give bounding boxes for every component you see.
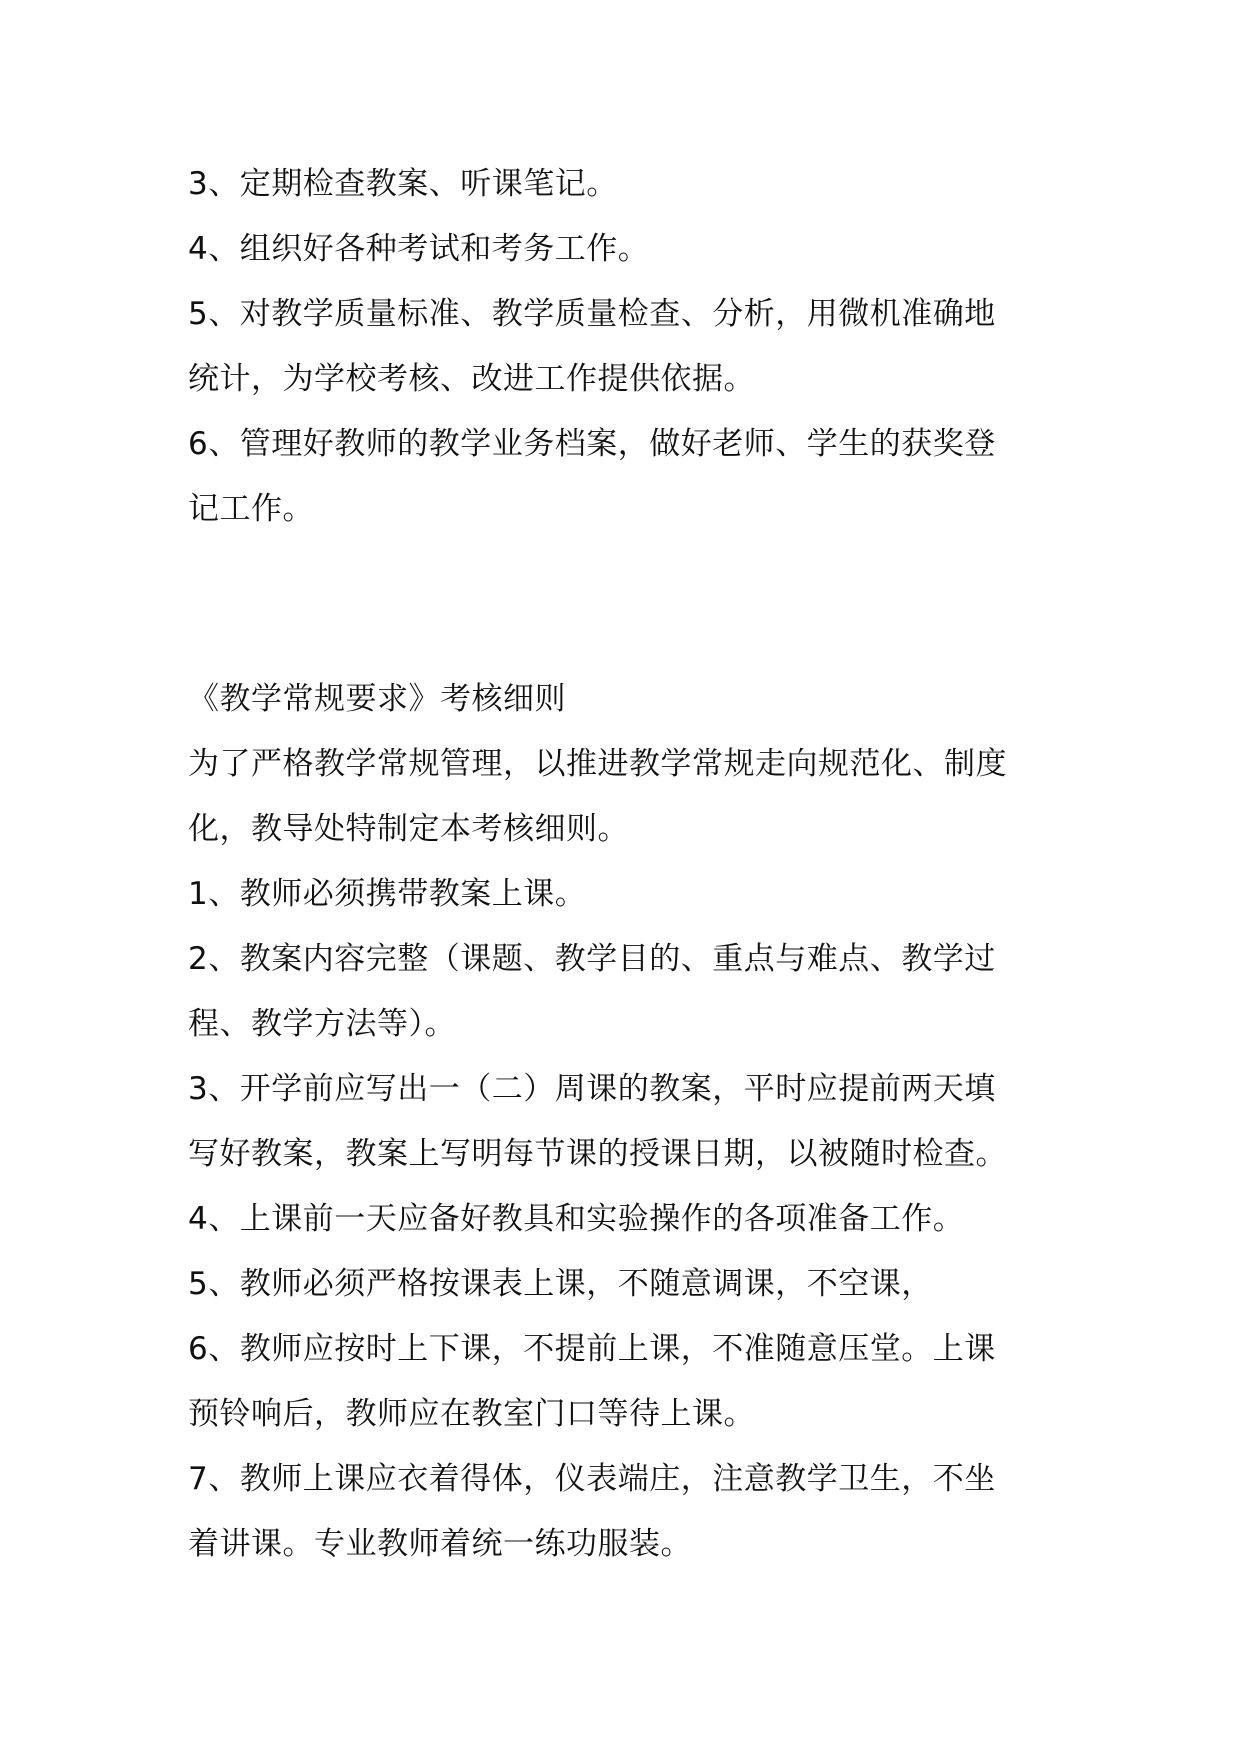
paragraph-line: 为了严格教学常规管理，以推进教学常规走向规范化、制度 bbox=[188, 746, 1007, 782]
paragraph-line: 程、教学方法等）。 bbox=[188, 1006, 456, 1042]
paragraph-line: 6、管理好教师的教学业务档案，做好老师、学生的获奖登 bbox=[188, 426, 996, 462]
section-duties-list bbox=[188, 152, 1063, 542]
document-body bbox=[188, 152, 1063, 1577]
paragraph-line: 3、开学前应写出一（二）周课的教案，平时应提前两天填 bbox=[188, 1071, 996, 1107]
paragraph-line: 1、教师必须携带教案上课。 bbox=[188, 876, 587, 912]
paragraph-line: 预铃响后，教师应在教室门口等待上课。 bbox=[188, 1396, 755, 1432]
paragraph-line: 6、教师应按时上下课，不提前上课，不准随意压堂。上课 bbox=[188, 1331, 996, 1367]
section-assessment-rules bbox=[188, 667, 1063, 1577]
paragraph-line: 4、组织好各种考试和考务工作。 bbox=[188, 231, 650, 267]
paragraph-line: 7、教师上课应衣着得体，仪表端庄，注意教学卫生，不坐 bbox=[188, 1461, 996, 1497]
section-spacer bbox=[188, 542, 1063, 667]
paragraph-line: 5、教师必须严格按课表上课，不随意调课，不空课， bbox=[188, 1266, 933, 1302]
paragraph-line: 记工作。 bbox=[188, 491, 314, 527]
paragraph-line: 2、教案内容完整（课题、教学目的、重点与难点、教学过 bbox=[188, 941, 996, 977]
section-title: 《教学常规要求》考核细则 bbox=[188, 681, 566, 717]
paragraph-line: 着讲课。专业教师着统一练功服装。 bbox=[188, 1526, 692, 1562]
paragraph-line: 统计，为学校考核、改进工作提供依据。 bbox=[188, 361, 755, 397]
paragraph-line: 5、对教学质量标准、教学质量检查、分析，用微机准确地 bbox=[188, 296, 996, 332]
paragraph-line: 写好教案，教案上写明每节课的授课日期，以被随时检查。 bbox=[188, 1136, 1007, 1172]
paragraph-line: 4、上课前一天应备好教具和实验操作的各项准备工作。 bbox=[188, 1201, 965, 1237]
paragraph-line: 化，教导处特制定本考核细则。 bbox=[188, 811, 629, 847]
paragraph-line: 3、定期检查教案、听课笔记。 bbox=[188, 166, 618, 202]
